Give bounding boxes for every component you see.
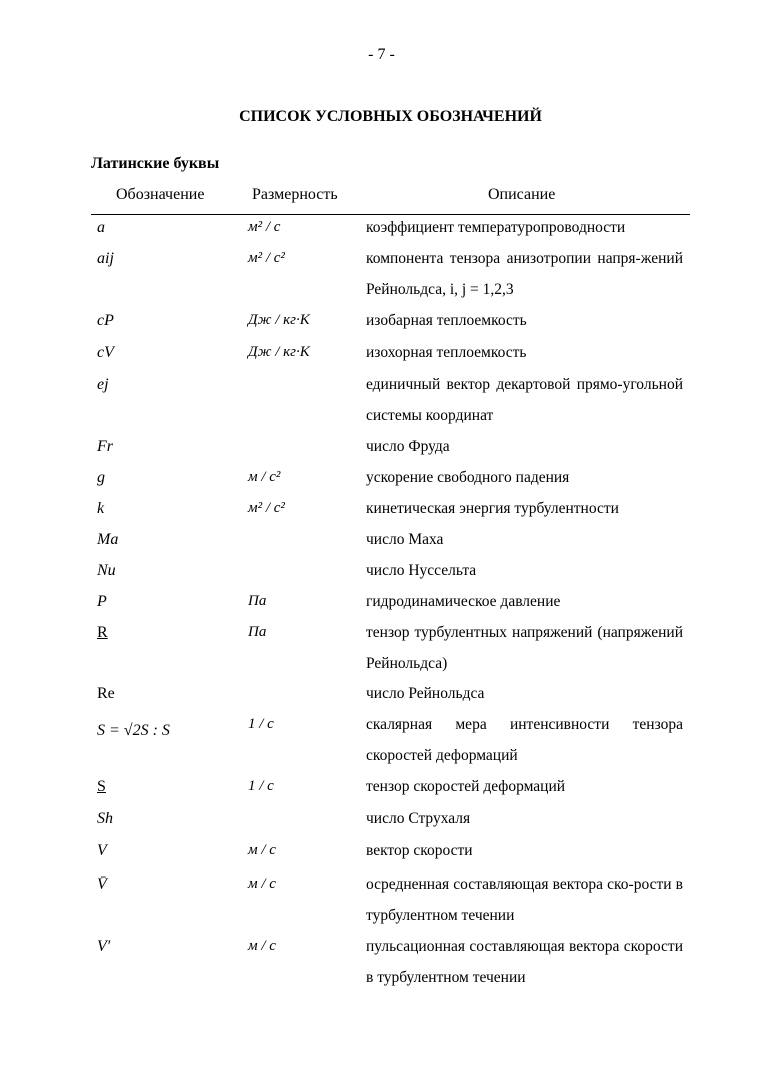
description-cell: число Рейнольдса [366,685,485,702]
description-cell: число Струхаля [366,810,471,827]
symbol-cell: aij [97,250,114,267]
symbol-cell: S [97,778,106,795]
description-cell: скалярная мера интенсивности тензора скоростей деформаций [366,716,683,764]
description-cell: компонента тензора анизотропии напря-жений Рейнольдса, i, j = 1,2,3 [366,250,683,298]
dimension-cell: Па [248,593,267,609]
column-header-description: Описание [488,186,556,203]
description-cell: коэффициент температуропроводности [366,219,626,236]
symbol-cell: Sh [97,810,113,827]
symbol-cell: V′ [97,938,111,955]
dimension-cell: м² / с [248,219,281,235]
page-number: - 7 - [368,46,395,63]
table-row [0,248,763,310]
table-row [0,622,763,683]
dimension-cell: м / с [248,876,276,892]
table-row [0,936,763,998]
dimension-cell: Дж / кг·К [248,312,310,328]
symbol-cell: k [97,500,105,517]
description-cell: число Маха [366,531,444,548]
dimension-cell: Па [248,624,267,640]
description-cell: тензор скоростей деформаций [366,778,566,795]
description-cell: пульсационная составляющая вектора скорости в турбулентном течении [366,938,683,986]
page-title: СПИСОК УСЛОВНЫХ ОБОЗНАЧЕНИЙ [239,108,542,125]
dimension-cell: м² / с² [248,250,285,266]
description-cell: ускорение свободного падения [366,469,570,486]
description-cell: тензор турбулентных напряжений (напряжений Рейнольдса) [366,624,683,672]
description-cell: единичный вектор декартовой прямо-угольной системы координат [366,376,683,424]
symbol-cell: V̄ [97,876,107,893]
description-cell: осредненная составляющая вектора ско-рости в турбулентном течении [366,876,683,924]
column-header-dimension: Размерность [252,186,338,203]
section-heading: Латинские буквы [91,155,220,172]
symbol-cell: Nu [97,562,116,579]
table-row [0,374,763,436]
symbol-cell: S = √2S : S [97,722,170,739]
dimension-cell: 1 / с [248,778,274,794]
dimension-cell: Дж / кг·К [248,344,310,360]
description-cell: число Нуссельта [366,562,477,579]
symbol-cell: cV [97,344,114,361]
dimension-cell: м / с [248,938,276,954]
dimension-cell: м / с [248,842,276,858]
table-row [0,874,763,936]
symbol-cell: Fr [97,438,113,455]
description-cell: кинетическая энергия турбулентности [366,500,619,517]
symbol-cell: R [97,624,108,641]
table-row [0,714,763,776]
description-cell: вектор скорости [366,842,473,859]
column-header-symbol: Обозначение [116,186,205,203]
description-cell: изохорная теплоемкость [366,344,527,361]
notation-table [0,217,763,998]
symbol-cell: P [97,593,107,610]
description-cell: число Фруда [366,438,450,455]
symbol-cell: a [97,219,105,236]
symbol-cell: g [97,469,105,486]
symbol-cell: V [97,842,107,859]
dimension-cell: м / с² [248,469,281,485]
symbol-cell: Ma [97,531,119,548]
symbol-cell: cP [97,312,114,329]
description-cell: изобарная теплоемкость [366,312,527,329]
symbol-cell: ej [97,376,109,393]
symbol-cell: Re [97,685,115,702]
description-cell: гидродинамическое давление [366,593,561,610]
dimension-cell: м² / с² [248,500,285,516]
dimension-cell: 1 / с [248,716,274,732]
